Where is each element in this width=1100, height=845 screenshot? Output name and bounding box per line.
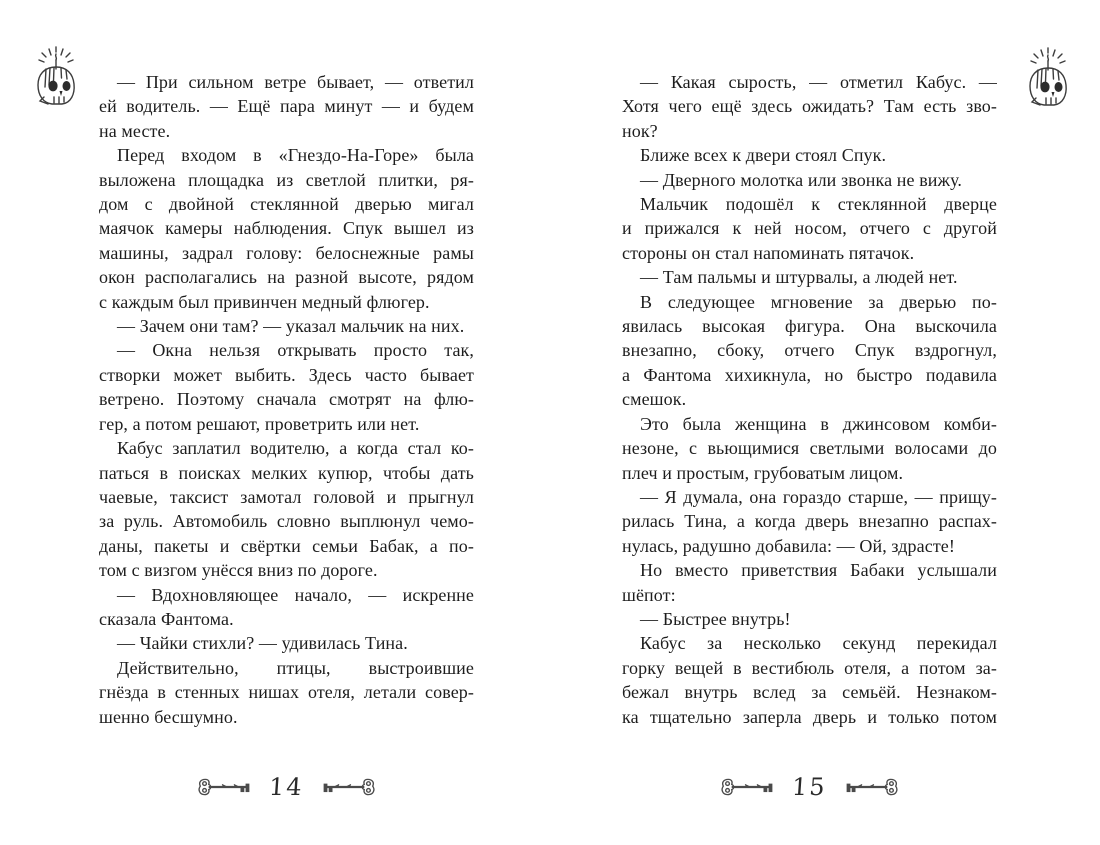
key-icon-mirrored (321, 776, 377, 798)
text-line: ка тщательно заперла дверь и только потом (622, 706, 997, 727)
paragraph (99, 70, 474, 143)
paragraph (622, 168, 997, 192)
paragraph (622, 558, 997, 607)
text-line: Кабус за несколько секунд перекидал (640, 633, 997, 654)
text-line: — Быстрее внутрь! (640, 608, 791, 629)
text-line: шенно бесшумно. (99, 706, 238, 727)
paragraph (99, 314, 474, 338)
text-line: чаевые, таксист замотал головой и прыгнул (99, 486, 474, 507)
text-line: Действительно, птицы, выстроившие (117, 657, 474, 678)
text-line: Ближе всех к двери стоял Спук. (640, 145, 887, 166)
right-page-footer (622, 766, 997, 808)
text-line: машины, задрал голову: белоснежные рамы (99, 242, 474, 263)
text-line: смешок. (622, 389, 687, 410)
paragraph (99, 143, 474, 314)
skull-candle-icon (1022, 46, 1074, 110)
text-line: — Чайки стихли? — удивилась Тина. (117, 633, 408, 654)
text-line: на месте. (99, 120, 171, 141)
text-line: маячок камеры наблюдения. Спук вышел из (99, 218, 474, 239)
text-line: гнёзда в стенных нишах отеля, летали совер- (99, 682, 474, 703)
paragraph (622, 70, 997, 143)
text-line: даны, пакеты и свёртки семьи Бабак, а по- (99, 535, 474, 556)
page-number: 14 (268, 773, 305, 801)
text-line: ветрено. Поэтому сначала смотрят на флю- (99, 389, 474, 410)
paragraph (622, 192, 997, 265)
paragraph (99, 583, 474, 632)
text-line: ей водитель. — Ещё пара минут — и будем (99, 96, 474, 117)
text-line: явилась высокая фигура. Она выскочила (622, 316, 997, 337)
text-line: паться в поисках мелких купюр, чтобы дать (99, 462, 474, 483)
paragraph (99, 656, 474, 729)
text-line: Перед входом в «Гнездо-На-Горе» была (117, 145, 474, 166)
left-page-text (99, 70, 474, 729)
page-number: 15 (791, 773, 828, 801)
paragraph (622, 290, 997, 412)
text-line: створки может выбить. Здесь часто бывает (99, 364, 474, 385)
text-line: бежал внутрь вслед за семьёй. Незнаком- (622, 682, 997, 703)
text-line: Но вместо приветствия Бабаки услышали (640, 560, 997, 581)
text-line: Кабус заплатил водителю, а когда стал ко- (117, 438, 474, 459)
paragraph (99, 436, 474, 582)
paragraph (99, 631, 474, 655)
text-line: — Какая сырость, — отметил Кабус. — (640, 72, 997, 92)
text-line: с каждым был привинчен медный флюгер. (99, 291, 430, 312)
key-icon (719, 776, 775, 798)
right-page-text (622, 70, 997, 729)
paragraph (622, 607, 997, 631)
paragraph (622, 485, 997, 558)
paragraph (99, 338, 474, 436)
text-line: шёпот: (622, 584, 676, 605)
text-line: и прижался к ней носом, отчего с другой (622, 218, 997, 239)
text-line: нулась, радушно добавила: — Ой, здрасте! (622, 535, 955, 556)
text-line: незоне, с вьющимися светлыми волосами до (622, 438, 997, 459)
text-line: сказала Фантома. (99, 608, 234, 629)
key-icon-mirrored (844, 776, 900, 798)
text-line: — Я думала, она гораздо старше, — прищу- (640, 486, 997, 507)
paragraph (622, 631, 997, 729)
text-line: — Там пальмы и штурвалы, а людей нет. (640, 267, 958, 288)
text-line: за руль. Автомобиль словно выплюнул чемо- (99, 511, 474, 532)
text-line: окон располагались на разной высоте, рядом (99, 267, 474, 288)
text-line: — Дверного молотка или звонка не вижу. (640, 169, 962, 190)
text-line: плеч и простым, грубоватым лицом. (622, 462, 904, 483)
text-line: том с визгом унёсся вниз по дороге. (99, 560, 378, 581)
text-line: внезапно, сбоку, отчего Спук вздрогнул, (622, 340, 997, 361)
text-line: Это была женщина в джинсовом комби- (640, 413, 997, 434)
paragraph (622, 265, 997, 289)
text-line: дом с двойной стеклянной дверью мигал (99, 194, 474, 215)
text-line: выложена площадка из светлой плитки, ря- (99, 169, 474, 190)
paragraph (622, 143, 997, 167)
text-line: Мальчик подошёл к стеклянной дверце (640, 194, 997, 215)
text-line: — Зачем они там? — указал мальчик на них. (117, 316, 465, 337)
text-line: стороны он стал напоминать пятачок. (622, 242, 915, 263)
text-line: рилась Тина, а когда дверь внезапно распах- (622, 511, 997, 532)
text-line: — При сильном ветре бывает, — ответил (117, 72, 474, 92)
text-line: а Фантома хихикнула, но быстро подавила (622, 364, 997, 385)
left-page-footer (99, 766, 474, 808)
skull-candle-icon (30, 45, 82, 109)
text-line: горку вещей в вестибюль отеля, а потом за- (622, 657, 997, 678)
key-icon (196, 776, 252, 798)
text-line: нок? (622, 120, 658, 141)
text-line: — Окна нельзя открывать просто так, (117, 340, 474, 361)
paragraph (622, 412, 997, 485)
text-line: — Вдохновляющее начало, — искренне (117, 584, 474, 605)
text-line: гер, а потом решают, проветрить или нет. (99, 413, 420, 434)
text-line: В следующее мгновение за дверью по- (640, 291, 997, 312)
text-line: Хотя чего ещё здесь ожидать? Там есть зво- (622, 96, 997, 117)
